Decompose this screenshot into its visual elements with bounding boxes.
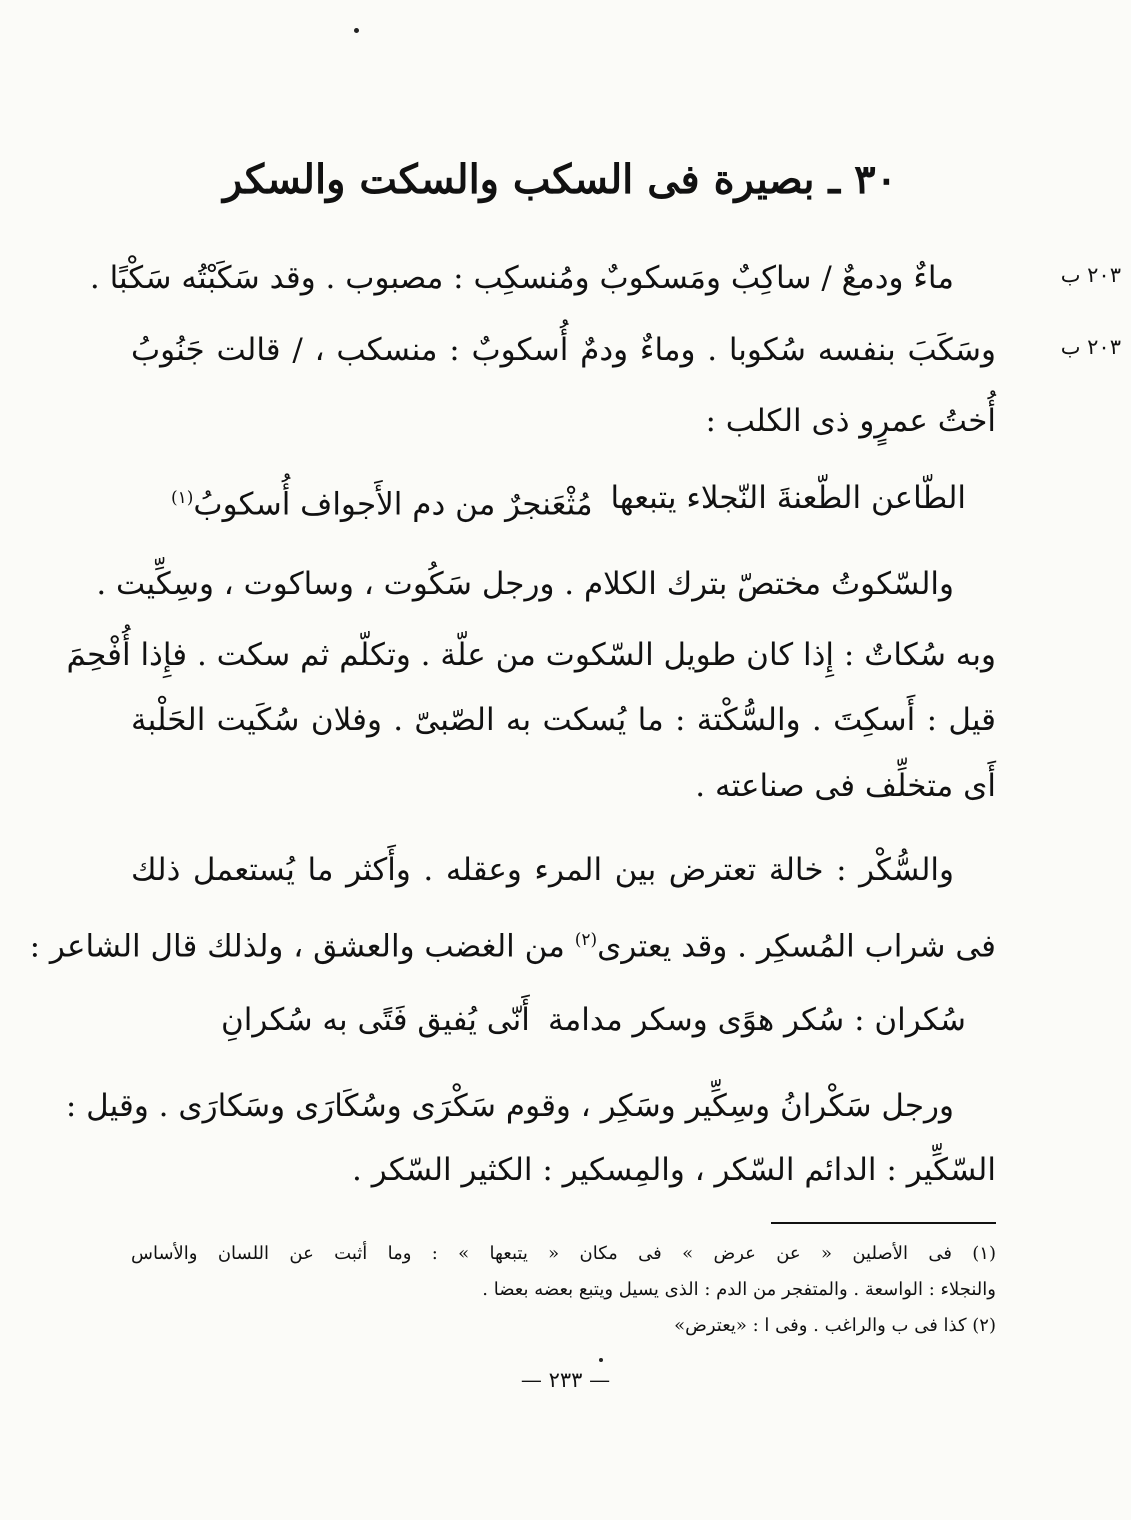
text-segment: من الغضب والعشق ، ولذلك قال الشاعر : <box>29 928 575 965</box>
text-segment: فى شراب المُسكِر . وقد يعترى <box>597 928 996 965</box>
margin-note-1: ٢٠٣ ب <box>1060 263 1121 287</box>
verse-second-text: مُثْعَنجرٌ من دم الأَجواف أُسكوبُ <box>193 486 593 523</box>
text-line: ورجل سَكْرانُ وسِكِّير وسَكِر ، وقوم سَكْرَى وسُكَارَى وسَكارَى . وقيل : <box>65 1088 954 1124</box>
footnote-line: (٢) كذا فى ب والراغب . وفى ا : «يعترض» <box>674 1315 996 1336</box>
text-line: وبه سُكاتٌ : إِذا كان طويل السّكوت من علّة . وتكلّم ثم سكت . فإِذا أُفْحِمَ <box>66 637 996 673</box>
footnote-marker-2: (٢) <box>574 930 598 950</box>
margin-note-2: ٢٠٣ ب <box>1060 335 1121 359</box>
text-line: أَى متخلِّف فى صناعته . <box>695 768 996 804</box>
page-title: ٣٠ ـ بصيرة فى السكب والسكت والسكر <box>222 156 898 203</box>
footnote-line: (١) فى الأصلين « عن عرض » فى مكان « يتبعها » : وما أثبت عن اللسان والأساس <box>131 1243 996 1264</box>
footnote-marker-1: (١) <box>171 488 194 508</box>
text-line: وسَكَبَ بنفسه سُكوبا . وماءٌ ودمٌ أُسكوبٌ : منسكب ، / قالت جَنُوبُ <box>131 332 996 368</box>
page-number: — ٢٣٣ — <box>520 1368 611 1392</box>
verse-second-hemistich <box>171 470 593 532</box>
text-line: ماءٌ ودمعٌ / ساكِبٌ ومَسكوبٌ ومُنسكِب : مصبوب . وقد سَكَبْتُه سَكْبًا . <box>89 260 954 296</box>
text-line <box>29 912 996 974</box>
verse-second-hemistich: أَنّى يُفيق فَتًى به سُكرانِ <box>221 1002 530 1038</box>
verse-first-hemistich: الطّاعن الطّعنةَ النّجلاء يتبعها <box>610 480 966 516</box>
footnote-line: والنجلاء : الواسعة . والمتفجر من الدم : الذى يسيل ويتبع بعضه بعضا . <box>482 1279 996 1300</box>
scan-speck <box>599 1358 603 1362</box>
footnote-rule <box>771 1222 996 1224</box>
text-line: قيل : أَسكِتَ . والسُّكْتة : ما يُسكت به الصّبىّ . وفلان سُكَيت الحَلْبة <box>131 702 996 738</box>
text-line: والسّكوتُ مختصّ بترك الكلام . ورجل سَكُوت ، وساكوت ، وسِكِّيت . <box>96 566 954 602</box>
text-line: أُختُ عمرٍو ذى الكلب : <box>705 403 996 439</box>
text-line: السّكِّير : الدائم السّكر ، والمِسكير : الكثير السّكر . <box>352 1152 996 1188</box>
scan-speck <box>354 28 359 33</box>
verse-first-hemistich: سُكران : سُكر هوًى وسكر مدامة <box>547 1002 966 1038</box>
text-line: والسُّكْر : خالة تعترض بين المرء وعقله . وأَكثر ما يُستعمل ذلك <box>131 852 954 888</box>
